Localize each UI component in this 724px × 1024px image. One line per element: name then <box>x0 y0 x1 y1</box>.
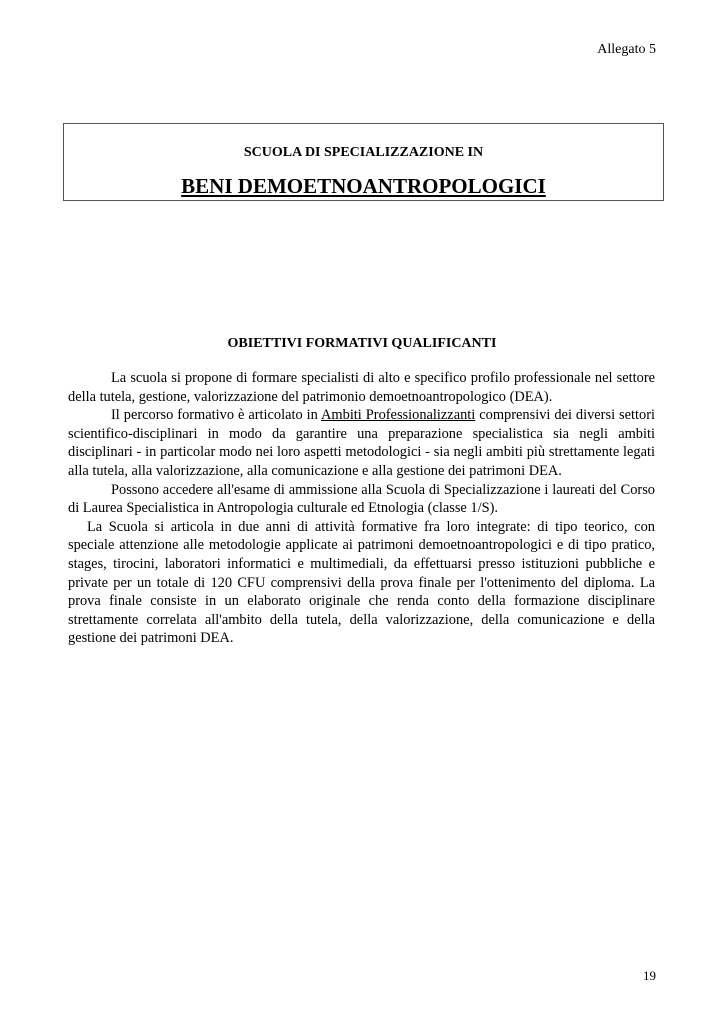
paragraph-4: La Scuola si articola in due anni di attività formative fra loro integrate: di tipo teorico, con speciale attenzione alle metodologie applicate ai patrimoni demoetnoantropologici e di tipo pratico, stages, tirocini, laboratori informatici e multimediali, da effettuarsi presso istituzioni pubbliche e private per un totale di 120 CFU comprensivi della prova finale per l'ottenimento del diploma. La prova finale consiste in un elaborato originale che renda conto della formazione disciplinare strettamente correlata all'ambito della tutela, della valorizzazione, della comunicazione e della gestione dei patrimoni DEA. <box>68 518 655 647</box>
school-title: BENI DEMOETNOANTROPOLOGICI <box>181 174 546 198</box>
ambiti-professionalizzanti-text: Ambiti Professionalizzanti <box>321 407 476 424</box>
body-text <box>68 369 655 648</box>
page-number: 19 <box>643 968 656 983</box>
paragraph-1: La scuola si propone di formare specialisti di alto e specifico profilo professionale nel settore della tutela, gestione, valorizzazione del patrimonio demoetnoantropologico (DEA). <box>68 370 655 405</box>
paragraph-2 <box>68 406 655 480</box>
attachment-label: Allegato 5 <box>597 42 656 57</box>
section-heading: OBIETTIVI FORMATIVI QUALIFICANTI <box>227 336 497 351</box>
paragraph-2-end: comprensivi dei diversi settori scientifico-disciplinari in modo da garantire una preparazione specialistica sia negli ambiti disciplinari - in particolar modo nei loro aspetti metodologici - sia negli ambiti più strettamente legati alla tutela, alla valorizzazione, alla comunicazione e alla gestione dei patrimoni DEA. <box>68 407 656 479</box>
title-box <box>63 123 664 201</box>
school-subtitle: SCUOLA DI SPECIALIZZAZIONE IN <box>243 145 484 160</box>
paragraph-3: Possono accedere all'esame di ammissione alla Scuola di Specializzazione i laureati del Corso di Laurea Specialistica in Antropologia culturale ed Etnologia (classe 1/S). <box>68 481 655 517</box>
paragraph-2-start: Il percorso formativo è articolato in <box>111 407 322 424</box>
